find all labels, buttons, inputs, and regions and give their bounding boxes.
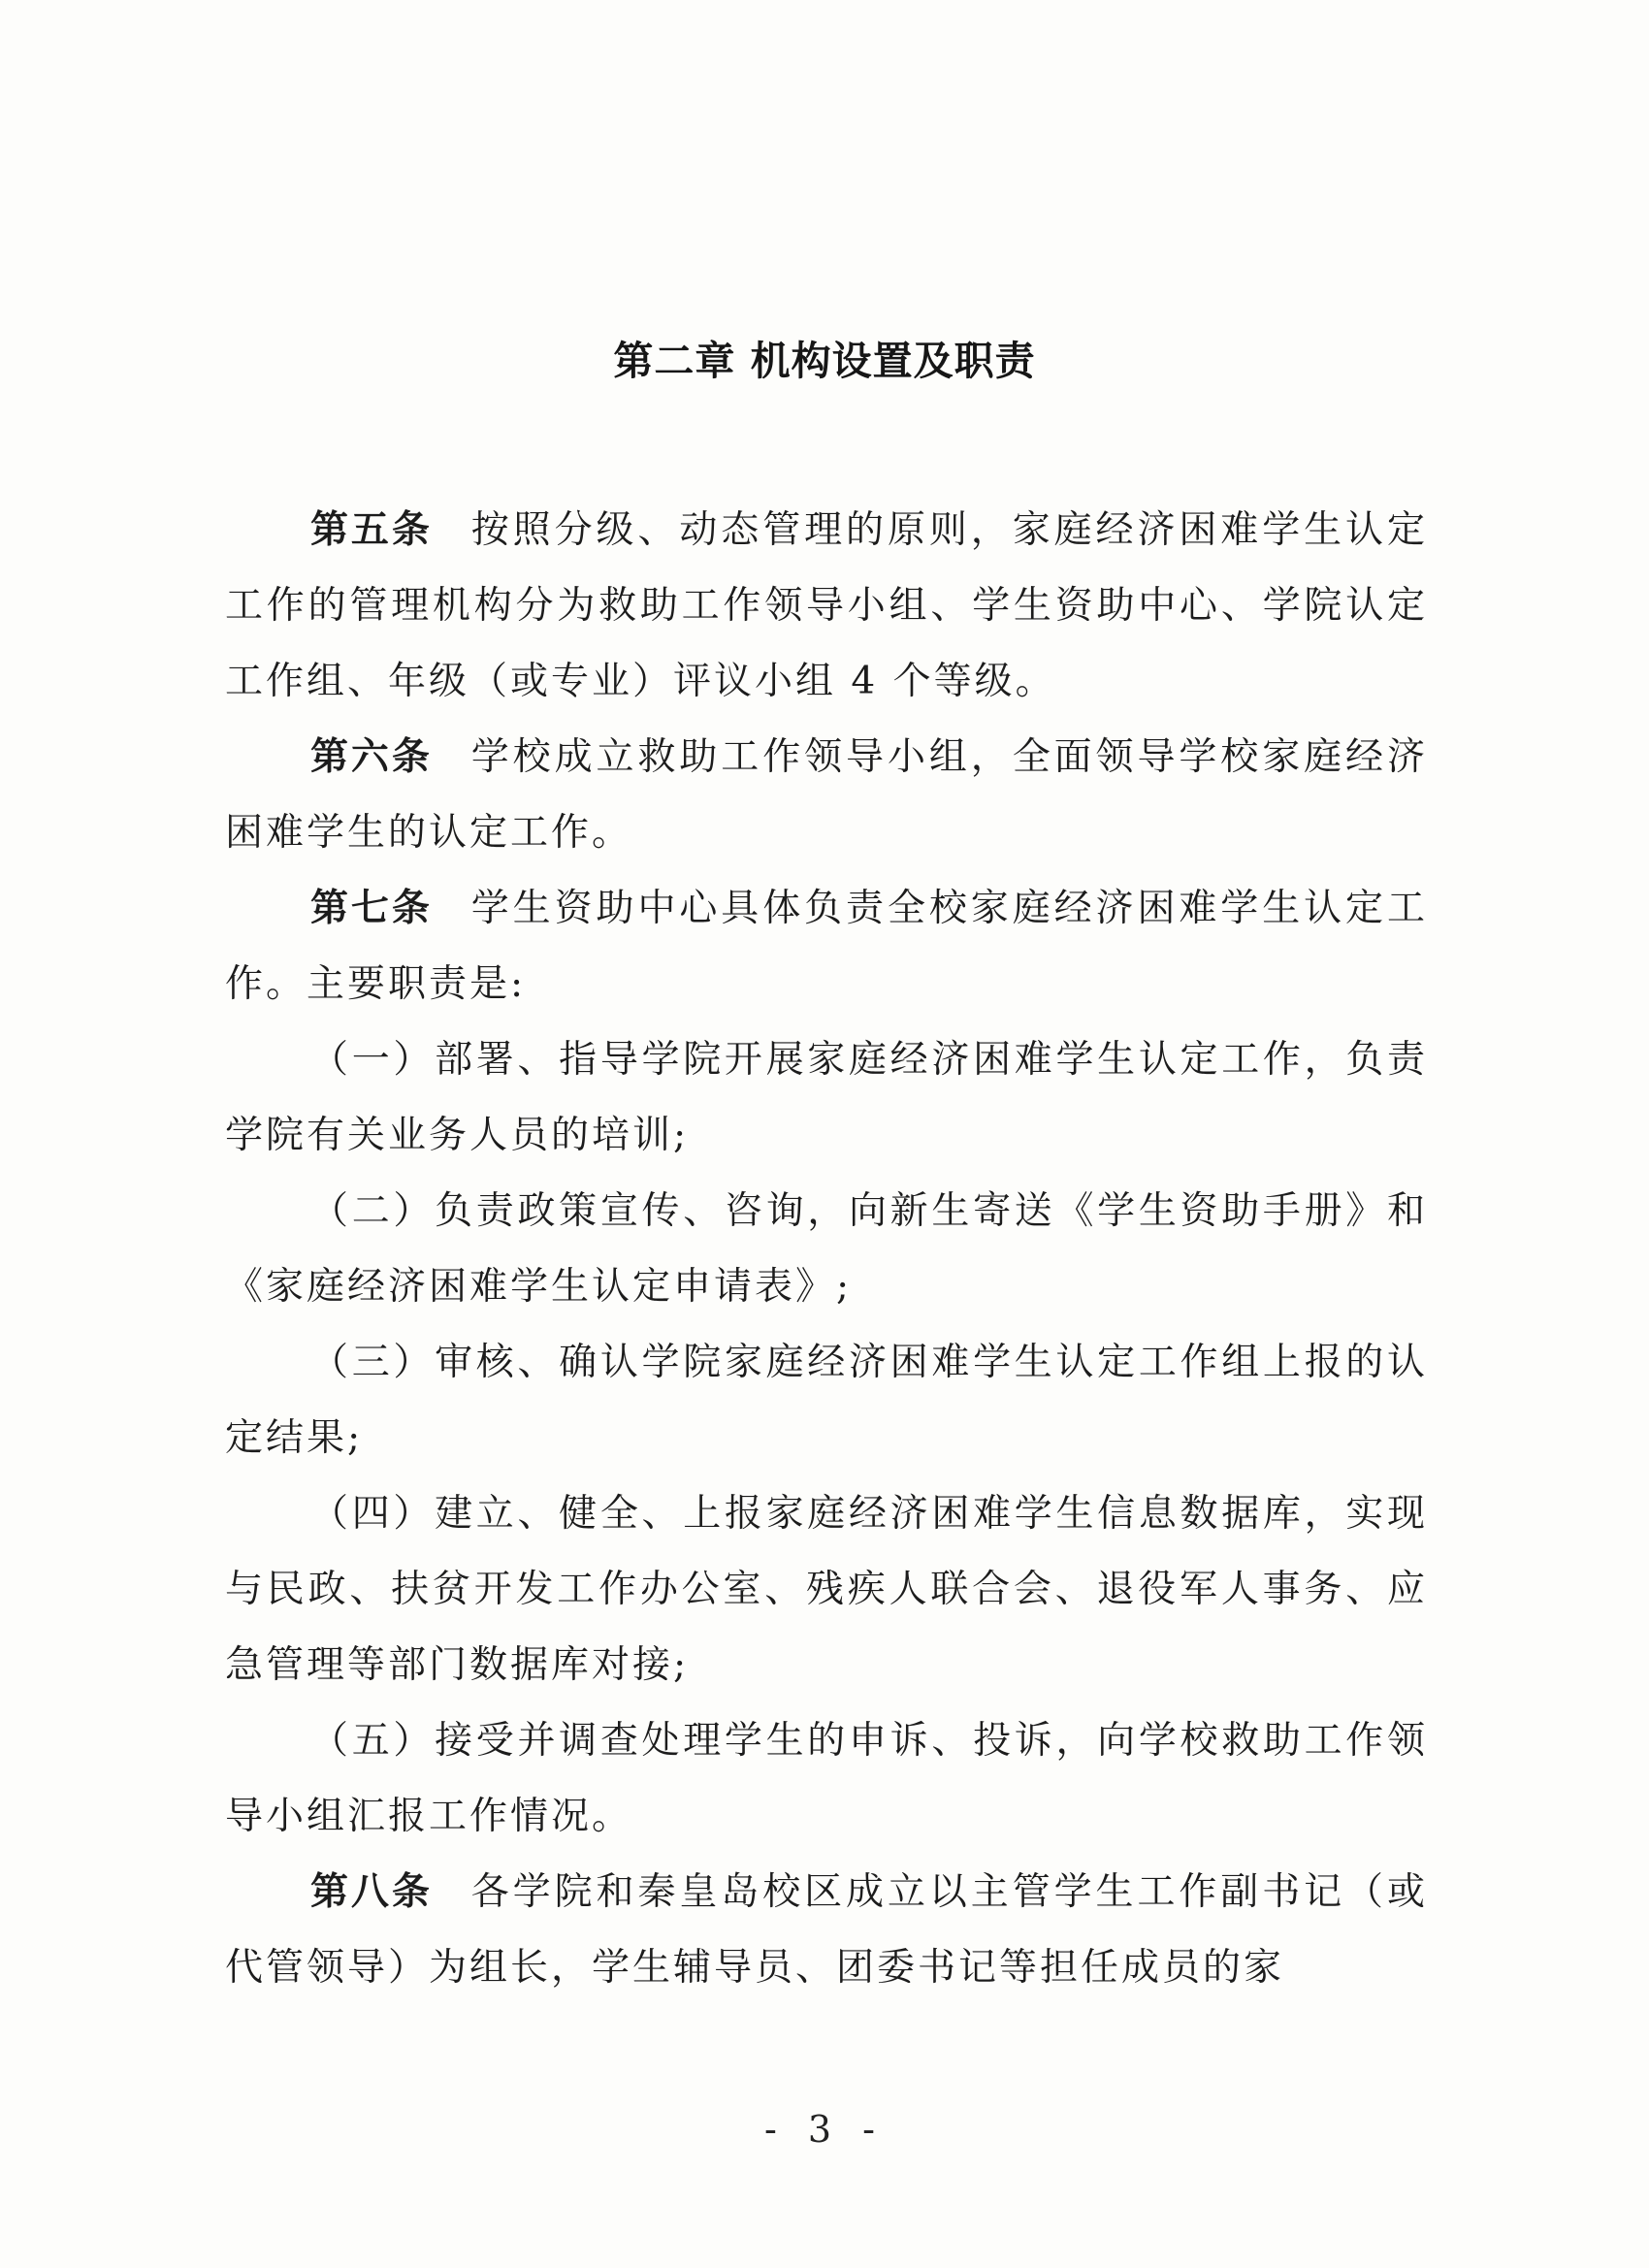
article-5 [225, 493, 1428, 720]
duty-item-5: （五）接受并调查处理学生的申诉、投诉，向学校救助工作领导小组汇报工作情况。 [225, 1719, 1428, 1838]
duty-item-1: （一）部署、指导学院开展家庭经济困难学生认定工作，负责学院有关业务人员的培训; [225, 1038, 1428, 1157]
article-text: 各学院和秦皇岛校区成立以主管学生工作副书记（或代管领导）为组长，学生辅导员、团委书记等担任成员的家 [225, 1870, 1428, 1990]
duty-item-2: （二）负责政策宣传、咨询，向新生寄送《学生资助手册》和《家庭经济困难学生认定申请表》; [225, 1189, 1428, 1309]
article-7 [225, 871, 1428, 1022]
duty-item-3: （三）审核、确认学院家庭经济困难学生认定工作组上报的认定结果; [225, 1341, 1428, 1460]
duty-item-4: （四）建立、健全、上报家庭经济困难学生信息数据库，实现与民政、扶贫开发工作办公室、残疾人联合会、退役军人事务、应急管理等部门数据库对接; [225, 1492, 1428, 1687]
document-body [225, 493, 1428, 2006]
chapter-title: 第二章 机构设置及职责 [613, 338, 1036, 384]
article-8 [225, 1855, 1428, 2006]
article-number: 第六条 [310, 735, 433, 779]
article-number: 第五条 [310, 508, 433, 552]
article-text: 学生资助中心具体负责全校家庭经济困难学生认定工作。主要职责是: [225, 887, 1428, 1006]
article-number: 第八条 [310, 1870, 433, 1914]
article-6 [225, 720, 1428, 871]
page-number: - 3 - [763, 2108, 885, 2151]
article-text: 学校成立救助工作领导小组，全面领导学校家庭经济困难学生的认定工作。 [225, 735, 1428, 855]
article-text: 按照分级、动态管理的原则，家庭经济困难学生认定工作的管理机构分为救助工作领导小组、学生资助中心、学院认定工作组、年级（或专业）评议小组 4 个等级。 [225, 508, 1428, 703]
article-number: 第七条 [310, 887, 433, 930]
